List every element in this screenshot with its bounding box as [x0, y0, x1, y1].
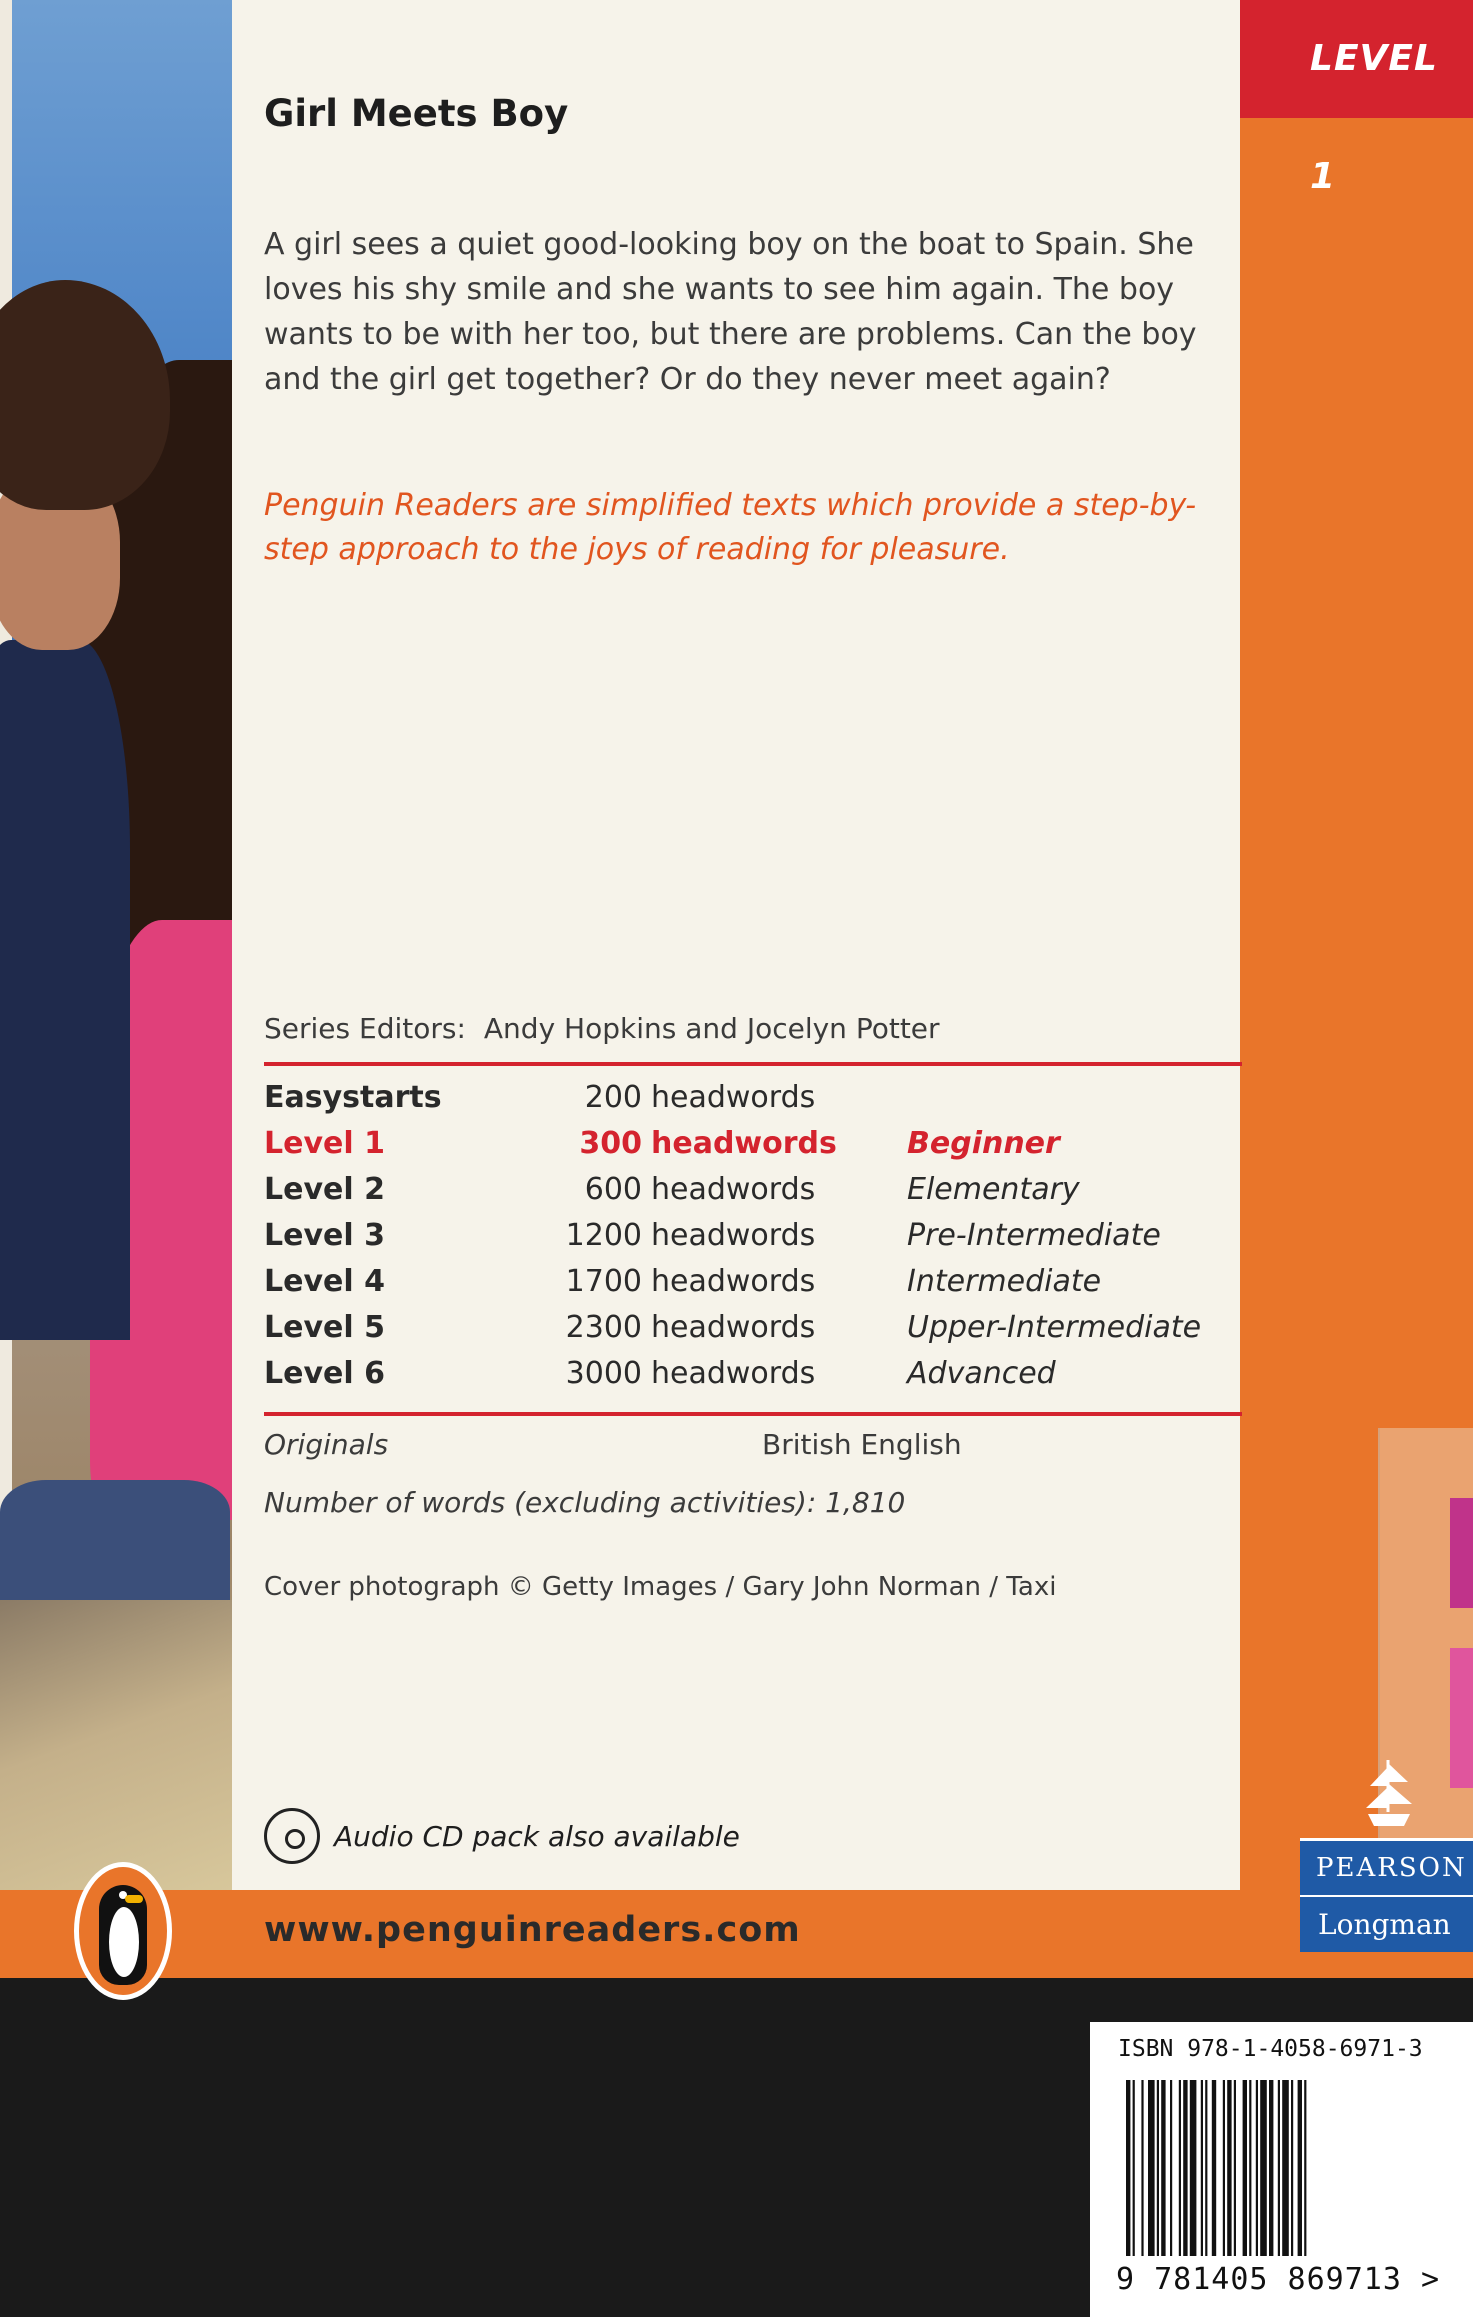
penguin-logo-icon — [74, 1862, 172, 2000]
headword-count: 300 — [579, 1126, 642, 1161]
headwords-label: headwords — [651, 1218, 816, 1253]
headword-count: 600 — [584, 1172, 642, 1207]
level-name: Easystarts — [264, 1080, 442, 1115]
series-tagline: Penguin Readers are simplified texts which provide a step-by-step approach to the joys of reading for pleasure. — [264, 488, 1197, 567]
level-grade: Beginner — [907, 1126, 1060, 1161]
website-link[interactable]: www.penguinreaders.com — [264, 1910, 801, 1950]
level-name: Level 3 — [264, 1218, 385, 1253]
cover-credit: Cover photograph © Getty Images / Gary John Norman / Taxi — [264, 1572, 1057, 1602]
level-row — [264, 1310, 1242, 1356]
cd-icon — [264, 1808, 320, 1864]
level-row — [264, 1080, 1242, 1126]
headword-count: 1200 — [565, 1218, 642, 1253]
barcode-digits: 9 781405 869713 > — [1116, 2262, 1441, 2297]
series-category: Originals — [264, 1428, 389, 1461]
level-name: Level 5 — [264, 1310, 385, 1345]
publisher-logo — [1300, 1838, 1473, 1952]
level-grade: Upper-Intermediate — [907, 1310, 1202, 1345]
level-row — [264, 1264, 1242, 1310]
level-row — [264, 1356, 1242, 1402]
english-variant: British English — [762, 1428, 962, 1461]
level-tab: LEVEL 1 — [1240, 0, 1473, 118]
book-title: Girl Meets Boy — [264, 92, 569, 135]
audio-cd-note — [264, 1808, 740, 1864]
ship-logo-icon — [1358, 1752, 1420, 1832]
divider — [264, 1062, 1242, 1066]
level-name: Level 4 — [264, 1264, 385, 1299]
headwords-label: headwords — [651, 1172, 816, 1207]
level-grade: Advanced — [907, 1356, 1056, 1391]
headwords-label: headwords — [651, 1080, 816, 1115]
divider — [264, 1412, 1242, 1416]
back-cover-panel — [232, 0, 1240, 1890]
level-row — [264, 1218, 1242, 1264]
barcode — [1090, 2022, 1473, 2317]
level-row-current — [264, 1126, 1242, 1172]
headwords-label: headwords — [651, 1126, 837, 1161]
level-name: Level 2 — [264, 1172, 385, 1207]
publisher-imprint: Longman — [1318, 1908, 1451, 1941]
publisher-name: PEARSON — [1300, 1841, 1473, 1897]
headwords-label: headwords — [651, 1356, 816, 1391]
cover-photo — [0, 0, 232, 1890]
headwords-label: headwords — [651, 1310, 816, 1345]
headword-count: 2300 — [565, 1310, 642, 1345]
headword-count: 1700 — [565, 1264, 642, 1299]
level-grade: Intermediate — [907, 1264, 1102, 1299]
headword-count: 3000 — [565, 1356, 642, 1391]
series-editors-names: Andy Hopkins and Jocelyn Potter — [483, 1012, 940, 1045]
level-grade: Elementary — [907, 1172, 1080, 1207]
level-name: Level 6 — [264, 1356, 385, 1391]
level-row — [264, 1172, 1242, 1218]
level-grade: Pre-Intermediate — [907, 1218, 1161, 1253]
audio-cd-text: Audio CD pack also available — [334, 1819, 740, 1853]
isbn-label: ISBN 978-1-4058-6971-3 — [1118, 2036, 1423, 2062]
book-blurb: A girl sees a quiet good-looking boy on the boat to Spain. She loves his shy smile and she wants to see him again. The boy wants to be with her too, but there are problems. Can the boy and the girl get together? Or do they never meet again? — [264, 227, 1197, 397]
word-count: Number of words (excluding activities): 1,810 — [264, 1486, 906, 1519]
headword-count: 200 — [584, 1080, 642, 1115]
level-name: Level 1 — [264, 1126, 385, 1161]
series-editors — [264, 1012, 940, 1045]
barcode-bars — [1126, 2080, 1466, 2256]
series-editors-label: Series Editors: — [264, 1012, 466, 1045]
levels-table — [264, 1080, 1242, 1402]
headwords-label: headwords — [651, 1264, 816, 1299]
